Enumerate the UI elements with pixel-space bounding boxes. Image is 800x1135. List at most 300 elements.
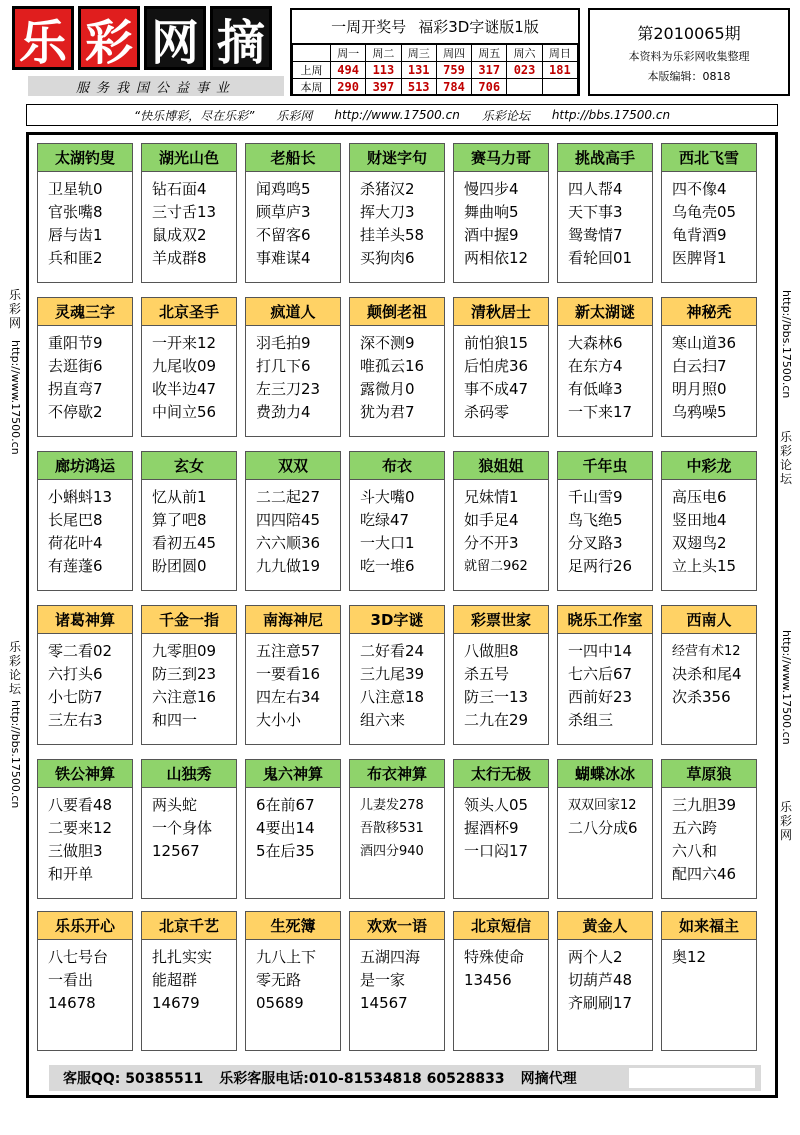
puzzle-card	[661, 451, 757, 591]
puzzle-card-body	[454, 940, 548, 992]
puzzle-card	[141, 451, 237, 591]
puzzle-line: 两相依12	[464, 249, 529, 267]
puzzle-line: 一个身体	[152, 819, 213, 837]
puzzle-card-title: 双双	[246, 452, 340, 480]
draw-number: 290	[331, 79, 366, 96]
logo-char-2: 彩	[78, 6, 140, 70]
puzzle-card	[141, 605, 237, 745]
puzzle-line: 事难谋4	[256, 249, 311, 267]
draw-number	[542, 79, 577, 96]
puzzle-card-body	[662, 788, 756, 886]
puzzle-line: 有低峰3	[568, 380, 623, 398]
puzzle-line: 立上头15	[672, 557, 737, 575]
puzzle-line: 14679	[152, 994, 200, 1012]
puzzle-grid	[26, 132, 778, 1098]
draw-row-last-week	[293, 62, 578, 79]
puzzle-card-title: 中彩龙	[662, 452, 756, 480]
puzzle-line: 分叉路3	[568, 534, 623, 552]
puzzle-line: 二九在29	[464, 711, 529, 729]
puzzle-line: 足两行26	[568, 557, 633, 575]
puzzle-card-body	[558, 634, 652, 732]
puzzle-line: 吾散移531	[360, 821, 424, 836]
day-header: 周二	[366, 45, 401, 62]
weekly-draw-label: 一周开奖号	[331, 18, 407, 36]
puzzle-card-title: 千年虫	[558, 452, 652, 480]
draw-number: 131	[401, 62, 436, 79]
puzzle-line: 双翅鸟2	[672, 534, 727, 552]
puzzle-line: 羊成群8	[152, 249, 207, 267]
puzzle-line: 领头人05	[464, 796, 529, 814]
puzzle-line: 西前好23	[568, 688, 633, 706]
puzzle-line: 荷花叶4	[48, 534, 103, 552]
puzzle-card-body	[142, 788, 236, 863]
puzzle-line: 特殊使命	[464, 948, 525, 966]
puzzle-line: 挥大刀3	[360, 203, 415, 221]
puzzle-line: 看轮回01	[568, 249, 633, 267]
puzzle-card	[453, 759, 549, 899]
puzzle-line: 6在前67	[256, 796, 315, 814]
puzzle-card-title: 千金一指	[142, 606, 236, 634]
puzzle-line: 酒中握9	[464, 226, 519, 244]
puzzle-line: 双双回家12	[568, 798, 637, 813]
puzzle-card-title: 太湖钓叟	[38, 144, 132, 172]
puzzle-line: 前怕狼15	[464, 334, 529, 352]
puzzle-card	[453, 297, 549, 437]
puzzle-card-body	[558, 480, 652, 578]
puzzle-line: 慢四步4	[464, 180, 519, 198]
puzzle-line: 奥12	[672, 948, 707, 966]
puzzle-card-title: 鬼六神算	[246, 760, 340, 788]
puzzle-line: 买狗肉6	[360, 249, 415, 267]
puzzle-card	[557, 297, 653, 437]
side-left-bottom-label: 乐彩论坛	[8, 640, 21, 696]
puzzle-card	[37, 451, 133, 591]
puzzle-line: 酒四分940	[360, 844, 424, 859]
puzzle-card-title: 生死簿	[246, 912, 340, 940]
puzzle-line: 七六后67	[568, 665, 633, 683]
puzzle-line: 两个人2	[568, 948, 623, 966]
side-right-top-link[interactable]: http://bbs.17500.cn	[780, 290, 793, 399]
puzzle-line: 挂羊头58	[360, 226, 425, 244]
draw-number: 513	[401, 79, 436, 96]
puzzle-line: 05689	[256, 994, 304, 1012]
puzzle-line: 后怕虎36	[464, 357, 529, 375]
puzzle-line: 三寸舌13	[152, 203, 217, 221]
puzzle-card	[37, 759, 133, 899]
puzzle-card-title: 疯道人	[246, 298, 340, 326]
puzzle-line: 14567	[360, 994, 408, 1012]
puzzle-card-body	[246, 172, 340, 270]
puzzle-card-title: 乐乐开心	[38, 912, 132, 940]
puzzle-line: 一大口1	[360, 534, 415, 552]
puzzle-card-body	[246, 788, 340, 863]
puzzle-line: 大小小	[256, 711, 302, 729]
puzzle-line: 羽毛拍9	[256, 334, 311, 352]
puzzle-card	[557, 143, 653, 283]
puzzle-card	[245, 759, 341, 899]
puzzle-card	[661, 605, 757, 745]
puzzle-card	[557, 759, 653, 899]
puzzle-line: 5在后35	[256, 842, 315, 860]
puzzle-card-body	[662, 480, 756, 578]
puzzle-line: 切葫芦48	[568, 971, 633, 989]
puzzle-line: 一下来17	[568, 403, 633, 421]
puzzle-line: 官张嘴8	[48, 203, 103, 221]
puzzle-line: 九零胆09	[152, 642, 217, 660]
draw-number: 181	[542, 62, 577, 79]
puzzle-line: 4要出14	[256, 819, 315, 837]
puzzle-card	[141, 297, 237, 437]
puzzle-card-body	[246, 326, 340, 424]
agent-label: 网摘代理	[520, 1071, 577, 1087]
puzzle-card-title: 南海神尼	[246, 606, 340, 634]
side-right-bottom-link[interactable]: http://www.17500.cn	[780, 630, 793, 745]
puzzle-card-body	[142, 480, 236, 578]
issue-number: 第2010065期	[637, 23, 741, 43]
puzzle-line: 顾草庐3	[256, 203, 311, 221]
puzzle-line: 鸟飞绝5	[568, 511, 623, 529]
puzzle-card-body	[246, 940, 340, 1015]
draw-number: 494	[331, 62, 366, 79]
puzzle-card-title: 草原狼	[662, 760, 756, 788]
puzzle-line: 闻鸡鸣5	[256, 180, 311, 198]
service-qq: 客服QQ: 50385511	[63, 1071, 204, 1087]
draw-number: 397	[366, 79, 401, 96]
puzzle-line: 兵和匪2	[48, 249, 103, 267]
puzzle-line: 左三刀23	[256, 380, 321, 398]
puzzle-card-title: 太行无极	[454, 760, 548, 788]
puzzle-line: 斗大嘴0	[360, 488, 415, 506]
puzzle-card-title: 廊坊鸿运	[38, 452, 132, 480]
puzzle-line: 配四六46	[672, 865, 737, 883]
puzzle-line: 大森林6	[568, 334, 623, 352]
puzzle-card-title: 玄女	[142, 452, 236, 480]
puzzle-card	[349, 911, 445, 1051]
logo-char-1: 乐	[12, 6, 74, 70]
puzzle-line: 经营有术12	[672, 644, 741, 659]
puzzle-card-body	[142, 940, 236, 1015]
puzzle-card	[141, 759, 237, 899]
puzzle-card-title: 老船长	[246, 144, 340, 172]
puzzle-line: 六注意16	[152, 688, 217, 706]
puzzle-card-body	[558, 788, 652, 840]
puzzle-card-body	[38, 326, 132, 424]
puzzle-line: 防三到23	[152, 665, 217, 683]
puzzle-card-body	[38, 480, 132, 578]
puzzle-line: 收半边47	[152, 380, 217, 398]
puzzle-line: 二要来12	[48, 819, 113, 837]
banner-forum-label: 乐彩论坛	[481, 108, 530, 123]
side-left-top-label: 乐彩网	[8, 288, 21, 330]
puzzle-card	[557, 451, 653, 591]
puzzle-line: 组六来	[360, 711, 406, 729]
puzzle-card-title: 西南人	[662, 606, 756, 634]
puzzle-card-body	[662, 940, 756, 969]
puzzle-line: 三做胆3	[48, 842, 103, 860]
puzzle-card-body	[246, 634, 340, 732]
puzzle-line: 唇与齿1	[48, 226, 103, 244]
puzzle-card	[245, 143, 341, 283]
puzzle-line: 一口闷17	[464, 842, 529, 860]
puzzle-line: 天下事3	[568, 203, 623, 221]
puzzle-card	[661, 297, 757, 437]
puzzle-card-body	[662, 172, 756, 270]
weekly-draw-box	[290, 8, 580, 96]
puzzle-line: 算了吧8	[152, 511, 207, 529]
puzzle-line: 有莲蓬6	[48, 557, 103, 575]
puzzle-line: 杀五号	[464, 665, 510, 683]
service-phone: 乐彩客服电话:010-81534818 60528833	[219, 1071, 505, 1087]
puzzle-line: 四四陪45	[256, 511, 321, 529]
puzzle-card	[245, 605, 341, 745]
puzzle-card-body	[350, 634, 444, 732]
puzzle-card-title: 黄金人	[558, 912, 652, 940]
draw-days-row	[293, 45, 578, 62]
draw-number: 317	[472, 62, 507, 79]
puzzle-line: 费劲力4	[256, 403, 311, 421]
puzzle-card-title: 狼姐姐	[454, 452, 548, 480]
puzzle-line: 八要看48	[48, 796, 113, 814]
puzzle-line: 唯孤云16	[360, 357, 425, 375]
puzzle-card-title: 铁公神算	[38, 760, 132, 788]
puzzle-line: 九尾收09	[152, 357, 217, 375]
draw-number: 759	[436, 62, 471, 79]
puzzle-card-title: 北京短信	[454, 912, 548, 940]
puzzle-line: 14678	[48, 994, 96, 1012]
day-header: 周四	[436, 45, 471, 62]
puzzle-card-body	[454, 480, 548, 578]
puzzle-card-title: 欢欢一语	[350, 912, 444, 940]
side-left-bottom-link[interactable]: http://bbs.17500.cn	[9, 700, 22, 809]
puzzle-line: 八七号台	[48, 948, 109, 966]
banner-site-link[interactable]: http://www.17500.cn	[334, 108, 460, 122]
puzzle-line: 四不像4	[672, 180, 727, 198]
puzzle-line: 兄妹情1	[464, 488, 519, 506]
puzzle-card	[245, 911, 341, 1051]
puzzle-line: 13456	[464, 971, 512, 989]
puzzle-line: 盼团圆0	[152, 557, 207, 575]
day-header: 周三	[401, 45, 436, 62]
puzzle-line: 防三一13	[464, 688, 529, 706]
lecai-logo	[12, 6, 282, 74]
puzzle-line: 一四中14	[568, 642, 633, 660]
puzzle-card-body	[454, 326, 548, 424]
puzzle-line: 钻石面4	[152, 180, 207, 198]
puzzle-line: 三九胆39	[672, 796, 737, 814]
puzzle-line: 三九尾39	[360, 665, 425, 683]
puzzle-line: 鸳鸯情7	[568, 226, 623, 244]
puzzle-line: 吃绿47	[360, 511, 410, 529]
logo-char-3: 网	[144, 6, 206, 70]
puzzle-card-title: 挑战高手	[558, 144, 652, 172]
puzzle-card-body	[662, 326, 756, 424]
draw-corner	[293, 45, 331, 62]
puzzle-card-title: 诸葛神算	[38, 606, 132, 634]
puzzle-line: 看初五45	[152, 534, 217, 552]
puzzle-card-body	[38, 940, 132, 1015]
puzzle-card-body	[38, 634, 132, 732]
puzzle-line: 和开单	[48, 865, 94, 883]
puzzle-line: 九八上下	[256, 948, 317, 966]
puzzle-card-body	[454, 788, 548, 863]
puzzle-line: 零二看02	[48, 642, 113, 660]
puzzle-line: 一开来12	[152, 334, 217, 352]
puzzle-card-title: 西北飞雪	[662, 144, 756, 172]
puzzle-line: 是一家	[360, 971, 406, 989]
puzzle-line: 竖田地4	[672, 511, 727, 529]
puzzle-line: 就留二962	[464, 559, 528, 574]
puzzle-line: 舞曲响5	[464, 203, 519, 221]
puzzle-card	[661, 759, 757, 899]
puzzle-line: 深不测9	[360, 334, 415, 352]
puzzle-line: 白云扫7	[672, 357, 727, 375]
puzzle-card-body	[142, 326, 236, 424]
source-note: 本资料为乐彩网收集整理	[628, 49, 750, 63]
puzzle-line: 事不成47	[464, 380, 529, 398]
puzzle-card	[453, 451, 549, 591]
logo-tagline: 服务我国公益事业	[28, 76, 284, 96]
puzzle-card	[453, 911, 549, 1051]
puzzle-line: 零无路	[256, 971, 302, 989]
puzzle-card	[141, 143, 237, 283]
draw-number: 113	[366, 62, 401, 79]
puzzle-line: 杀码零	[464, 403, 510, 421]
puzzle-line: 分不开3	[464, 534, 519, 552]
puzzle-line: 三左右3	[48, 711, 103, 729]
puzzle-card-title: 北京圣手	[142, 298, 236, 326]
puzzle-line: 九九做19	[256, 557, 321, 575]
puzzle-card-body	[350, 172, 444, 270]
puzzle-card	[557, 605, 653, 745]
side-right-top-label: 乐彩论坛	[779, 430, 792, 486]
puzzle-line: 一看出	[48, 971, 94, 989]
puzzle-card-title: 如来福主	[662, 912, 756, 940]
puzzle-card-body	[454, 172, 548, 270]
slogan-banner	[26, 104, 778, 126]
agent-blank	[629, 1068, 755, 1088]
banner-site-label: 乐彩网	[276, 108, 313, 123]
puzzle-line: 二二起27	[256, 488, 321, 506]
puzzle-card-title: 3D字谜	[350, 606, 444, 634]
puzzle-card-title: 灵魂三字	[38, 298, 132, 326]
draw-number: 706	[472, 79, 507, 96]
puzzle-card-title: 布衣神算	[350, 760, 444, 788]
puzzle-line: 长尾巴8	[48, 511, 103, 529]
puzzle-line: 去逛街6	[48, 357, 103, 375]
puzzle-line: 四左右34	[256, 688, 321, 706]
banner-forum-link[interactable]: http://bbs.17500.cn	[551, 108, 671, 122]
puzzle-card-body	[38, 788, 132, 886]
puzzle-card	[557, 911, 653, 1051]
edition-label: 福彩3D字谜版1版	[418, 18, 539, 36]
draw-table	[292, 44, 578, 96]
puzzle-card	[349, 605, 445, 745]
puzzle-card	[245, 297, 341, 437]
puzzle-card-body	[558, 940, 652, 1015]
puzzle-line: 杀猪汉2	[360, 180, 415, 198]
puzzle-card-title: 湖光山色	[142, 144, 236, 172]
contact-footer	[49, 1065, 761, 1091]
puzzle-card-title: 彩票世家	[454, 606, 548, 634]
row-label: 本周	[293, 79, 331, 96]
puzzle-line: 次杀356	[672, 688, 731, 706]
puzzle-line: 忆从前1	[152, 488, 207, 506]
puzzle-card-title: 清秋居士	[454, 298, 548, 326]
puzzle-card-body	[558, 172, 652, 270]
puzzle-line: 吃一堆6	[360, 557, 415, 575]
puzzle-line: 12567	[152, 842, 200, 860]
puzzle-line: 鼠成双2	[152, 226, 207, 244]
puzzle-card-body	[142, 634, 236, 732]
puzzle-line: 拐直弯7	[48, 380, 103, 398]
puzzle-card-title: 新太湖谜	[558, 298, 652, 326]
period-box	[588, 8, 790, 96]
puzzle-card	[453, 605, 549, 745]
puzzle-card-title: 赛马力哥	[454, 144, 548, 172]
weekly-draw-title	[292, 10, 578, 44]
puzzle-card-body	[350, 788, 444, 863]
puzzle-line: 决杀和尾4	[672, 665, 742, 683]
puzzle-card	[661, 143, 757, 283]
puzzle-card	[37, 143, 133, 283]
puzzle-line: 能超群	[152, 971, 198, 989]
puzzle-line: 一要看16	[256, 665, 321, 683]
puzzle-card	[37, 297, 133, 437]
puzzle-line: 卫星轨0	[48, 180, 103, 198]
draw-row-this-week	[293, 79, 578, 96]
puzzle-line: 六打头6	[48, 665, 103, 683]
puzzle-card-body	[350, 940, 444, 1015]
puzzle-line: 扎扎实实	[152, 948, 213, 966]
puzzle-card	[661, 911, 757, 1051]
day-header: 周五	[472, 45, 507, 62]
puzzle-line: 如手足4	[464, 511, 519, 529]
row-label: 上周	[293, 62, 331, 79]
puzzle-line: 杀组三	[568, 711, 614, 729]
puzzle-card-body	[350, 326, 444, 424]
puzzle-card-title: 晓乐工作室	[558, 606, 652, 634]
puzzle-card-title: 颠倒老祖	[350, 298, 444, 326]
draw-number	[507, 79, 542, 96]
puzzle-card-title: 北京千艺	[142, 912, 236, 940]
puzzle-card-title: 蝴蝶冰冰	[558, 760, 652, 788]
puzzle-line: 打几下6	[256, 357, 311, 375]
puzzle-line: 乌龟壳05	[672, 203, 737, 221]
puzzle-line: 和四一	[152, 711, 198, 729]
puzzle-card-body	[558, 326, 652, 424]
puzzle-line: 小蝌蚪13	[48, 488, 113, 506]
logo-char-4: 摘	[210, 6, 272, 70]
puzzle-card-title: 财迷字句	[350, 144, 444, 172]
page-header	[12, 6, 790, 96]
puzzle-line: 高压电6	[672, 488, 727, 506]
puzzle-line: 两头蛇	[152, 796, 198, 814]
day-header: 周一	[331, 45, 366, 62]
puzzle-card-title: 布衣	[350, 452, 444, 480]
puzzle-line: 五湖四海	[360, 948, 421, 966]
puzzle-line: 乌鸦噪5	[672, 403, 727, 421]
puzzle-card	[245, 451, 341, 591]
puzzle-line: 五六跨	[672, 819, 718, 837]
puzzle-line: 儿妻发278	[360, 798, 424, 813]
puzzle-line: 明月照0	[672, 380, 727, 398]
puzzle-card	[349, 143, 445, 283]
puzzle-line: 六六顺36	[256, 534, 321, 552]
side-left-top-link[interactable]: http://www.17500.cn	[9, 340, 22, 455]
puzzle-card	[141, 911, 237, 1051]
puzzle-line: 不停歇2	[48, 403, 103, 421]
puzzle-line: 在东方4	[568, 357, 623, 375]
